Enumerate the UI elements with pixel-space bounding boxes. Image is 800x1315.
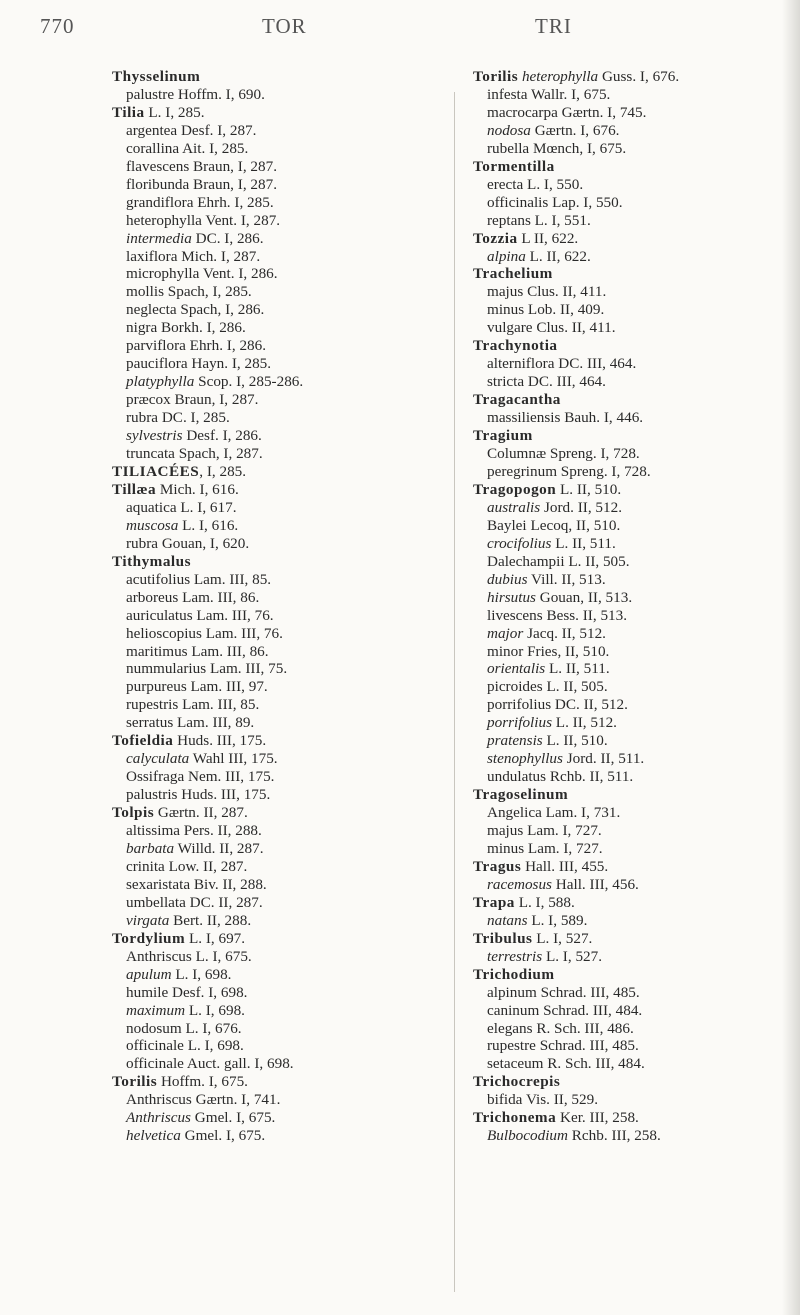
species-name-italic: Anthriscus xyxy=(126,1109,191,1127)
species-entry xyxy=(473,660,763,678)
genus-entry xyxy=(473,391,763,409)
species-entry xyxy=(473,104,763,122)
species-entry xyxy=(473,571,763,589)
species-entry xyxy=(112,158,382,176)
species-citation: Angelica Lam. I, 731. xyxy=(487,804,621,822)
species-citation: flavescens Braun, I, 287. xyxy=(126,157,277,175)
genus-citation: Hoffm. I, 675. xyxy=(157,1073,248,1091)
species-entry xyxy=(473,804,763,822)
species-citation: mollis Spach, I, 285. xyxy=(126,283,252,301)
species-entry xyxy=(112,248,382,266)
species-citation: livescens Bess. II, 513. xyxy=(487,606,628,624)
species-citation: umbellata DC. II, 287. xyxy=(126,893,263,911)
species-citation: L. I, 527. xyxy=(542,947,603,965)
species-entry xyxy=(112,876,382,894)
species-entry xyxy=(112,1020,382,1038)
species-entry xyxy=(112,858,382,876)
species-entry xyxy=(473,948,763,966)
genus-name: Tragus xyxy=(473,857,522,875)
genus-entry xyxy=(473,894,763,912)
genus-name: Tordylium xyxy=(112,929,186,947)
genus-citation: L. I, 527. xyxy=(532,929,593,947)
genus-name: Trachynotia xyxy=(473,337,558,355)
species-citation: Gouan, II, 513. xyxy=(535,588,633,606)
species-citation: Anthriscus Gærtn. I, 741. xyxy=(126,1091,281,1109)
species-entry xyxy=(473,696,763,714)
species-citation: officinale L. I, 698. xyxy=(126,1037,244,1055)
species-citation: nummularius Lam. III, 75. xyxy=(126,660,288,678)
species-citation: rubra DC. I, 285. xyxy=(126,409,230,427)
species-citation: officinalis Lap. I, 550. xyxy=(487,193,623,211)
species-name-italic: australis xyxy=(487,498,541,516)
species-entry xyxy=(112,1109,382,1127)
species-entry xyxy=(112,660,382,678)
genus-name: Tithymalus xyxy=(112,552,191,570)
species-entry xyxy=(473,140,763,158)
species-citation: bifida Vis. II, 529. xyxy=(487,1091,599,1109)
species-citation: setaceum R. Sch. III, 484. xyxy=(487,1055,645,1073)
species-citation: Rchb. III, 258. xyxy=(568,1127,661,1145)
species-entry xyxy=(473,840,763,858)
species-citation: L. I, 616. xyxy=(178,516,239,534)
species-entry xyxy=(112,768,382,786)
species-entry xyxy=(473,589,763,607)
species-citation: arboreus Lam. III, 86. xyxy=(126,588,260,606)
genus-citation: L II, 622. xyxy=(517,229,579,247)
species-entry xyxy=(473,876,763,894)
genus-citation: Hall. III, 455. xyxy=(521,857,609,875)
species-name-italic: barbata xyxy=(126,839,175,857)
species-name-italic: stenophyllus xyxy=(487,750,563,768)
genus-entry xyxy=(473,966,763,984)
species-citation: majus Lam. I, 727. xyxy=(487,822,602,840)
species-citation: Gmel. I, 675. xyxy=(190,1109,276,1127)
genus-name: Trichodium xyxy=(473,965,555,983)
species-entry xyxy=(112,786,382,804)
species-citation: L. II, 511. xyxy=(551,534,616,552)
species-citation: neglecta Spach, I, 286. xyxy=(126,301,265,319)
species-entry xyxy=(112,194,382,212)
species-citation: peregrinum Spreng. I, 728. xyxy=(487,462,651,480)
genus-name: Tilia xyxy=(112,103,145,121)
species-entry xyxy=(112,948,382,966)
species-citation: Ossifraga Nem. III, 175. xyxy=(126,768,275,786)
species-citation: truncata Spach, I, 287. xyxy=(126,445,263,463)
species-entry xyxy=(473,373,763,391)
genus-entry xyxy=(112,481,382,499)
species-citation: Jacq. II, 512. xyxy=(523,624,606,642)
species-entry xyxy=(112,283,382,301)
species-name-italic: virgata xyxy=(126,911,170,929)
species-entry xyxy=(112,373,382,391)
genus-citation: Guss. I, 676. xyxy=(598,68,680,85)
species-entry xyxy=(112,265,382,283)
genus-name: Tillæa xyxy=(112,480,157,498)
species-entry xyxy=(473,1002,763,1020)
species-citation: grandiflora Ehrh. I, 285. xyxy=(126,193,274,211)
species-entry xyxy=(473,319,763,337)
species-citation: maritimus Lam. III, 86. xyxy=(126,642,269,660)
genus-entry xyxy=(473,930,763,948)
genus-name: Tragium xyxy=(473,427,533,445)
species-entry xyxy=(112,607,382,625)
species-citation: Hall. III, 456. xyxy=(551,875,639,893)
species-citation: floribunda Braun, I, 287. xyxy=(126,175,277,193)
species-entry xyxy=(473,1055,763,1073)
species-citation: aquatica L. I, 617. xyxy=(126,498,237,516)
species-citation: Jord. II, 512. xyxy=(540,498,623,516)
species-name-italic: natans xyxy=(487,911,528,929)
genus-entry xyxy=(473,158,763,176)
species-entry xyxy=(473,625,763,643)
genus-citation: L. I, 285. xyxy=(144,103,205,121)
species-citation: serratus Lam. III, 89. xyxy=(126,714,255,732)
species-citation: crinita Low. II, 287. xyxy=(126,857,248,875)
species-entry xyxy=(473,499,763,517)
genus-name: Trapa xyxy=(473,893,515,911)
species-name-italic: alpina xyxy=(487,247,526,265)
genus-citation: , I, 285. xyxy=(199,462,247,480)
species-citation: purpureus Lam. III, 97. xyxy=(126,678,268,696)
species-citation: vulgare Clus. II, 411. xyxy=(487,319,616,337)
species-name-italic: nodosa xyxy=(487,121,531,139)
genus-entry xyxy=(112,930,382,948)
species-entry xyxy=(473,822,763,840)
species-citation: undulatus Rchb. II, 511. xyxy=(487,768,634,786)
species-citation: argentea Desf. I, 287. xyxy=(126,121,257,139)
species-entry xyxy=(112,86,382,104)
species-citation: præcox Braun, I, 287. xyxy=(126,391,259,409)
species-entry xyxy=(112,445,382,463)
species-entry xyxy=(473,535,763,553)
species-entry xyxy=(112,1037,382,1055)
column-divider xyxy=(454,92,455,1292)
species-citation: macrocarpa Gærtn. I, 745. xyxy=(487,103,647,121)
genus-entry xyxy=(112,68,382,86)
species-name-italic: platyphylla xyxy=(126,373,195,391)
species-entry xyxy=(473,194,763,212)
genus-name: Torilis xyxy=(112,1073,158,1091)
species-entry xyxy=(112,1002,382,1020)
species-citation: Baylei Lecoq, II, 510. xyxy=(487,516,621,534)
species-entry xyxy=(112,1127,382,1145)
species-citation: Anthriscus L. I, 675. xyxy=(126,947,252,965)
species-name-italic: muscosa xyxy=(126,516,179,534)
species-entry xyxy=(473,768,763,786)
species-name-italic: hirsutus xyxy=(487,588,536,606)
species-name-italic: orientalis xyxy=(487,660,546,678)
species-entry xyxy=(473,355,763,373)
species-entry xyxy=(112,212,382,230)
genus-name: Trichocrepis xyxy=(473,1073,561,1091)
genus-citation: L. I, 697. xyxy=(185,929,246,947)
species-citation: DC. I, 286. xyxy=(191,229,264,247)
species-citation: Columnæ Spreng. I, 728. xyxy=(487,445,640,463)
species-entry xyxy=(112,678,382,696)
species-name-italic: sylvestris xyxy=(126,427,183,445)
genus-entry xyxy=(112,804,382,822)
species-citation: acutifolius Lam. III, 85. xyxy=(126,570,272,588)
genus-citation: Huds. III, 175. xyxy=(173,732,267,750)
species-citation: Gærtn. I, 676. xyxy=(530,121,620,139)
genus-entry xyxy=(112,463,382,481)
species-citation: elegans R. Sch. III, 486. xyxy=(487,1019,634,1037)
species-entry xyxy=(473,86,763,104)
species-entry xyxy=(473,1091,763,1109)
species-entry xyxy=(473,176,763,194)
genus-entry xyxy=(473,786,763,804)
genus-name: Torilis xyxy=(473,68,519,85)
species-entry xyxy=(112,625,382,643)
species-citation: Bert. II, 288. xyxy=(169,911,252,929)
genus-entry xyxy=(473,230,763,248)
species-entry xyxy=(112,589,382,607)
left-running-head: TOR xyxy=(262,14,307,38)
species-citation: rubella Mœnch, I, 675. xyxy=(487,139,627,157)
species-citation: laxiflora Mich. I, 287. xyxy=(126,247,261,265)
species-citation: humile Desf. I, 698. xyxy=(126,983,248,1001)
species-citation: stricta DC. III, 464. xyxy=(487,373,606,391)
genus-entry xyxy=(112,1073,382,1091)
species-name-italic: Bulbocodium xyxy=(487,1127,568,1145)
species-citation: pauciflora Hayn. I, 285. xyxy=(126,355,272,373)
species-entry xyxy=(473,984,763,1002)
species-entry xyxy=(473,1020,763,1038)
species-name-italic: racemosus xyxy=(487,875,552,893)
species-citation: reptans L. I, 551. xyxy=(487,211,591,229)
genus-entry xyxy=(112,732,382,750)
species-citation: caninum Schrad. III, 484. xyxy=(487,1001,643,1019)
species-entry xyxy=(473,409,763,427)
species-entry xyxy=(473,283,763,301)
species-entry xyxy=(473,643,763,661)
species-citation: Dalechampii L. II, 505. xyxy=(487,552,630,570)
species-entry xyxy=(473,912,763,930)
genus-name: Trachelium xyxy=(473,265,553,283)
species-citation: alpinum Schrad. III, 485. xyxy=(487,983,640,1001)
genus-name: Trichonema xyxy=(473,1109,557,1127)
species-entry xyxy=(112,355,382,373)
species-name-italic: major xyxy=(487,624,524,642)
right-index-column xyxy=(473,68,763,1145)
species-citation: L. I, 698. xyxy=(185,1001,245,1019)
species-entry xyxy=(112,122,382,140)
species-entry xyxy=(112,696,382,714)
species-citation: rubra Gouan, I, 620. xyxy=(126,534,250,552)
species-citation: rupestris Lam. III, 85. xyxy=(126,696,260,714)
species-entry xyxy=(112,966,382,984)
genus-name: Tormentilla xyxy=(473,157,555,175)
species-citation: officinale Auct. gall. I, 698. xyxy=(126,1055,294,1073)
species-citation: picroides L. II, 505. xyxy=(487,678,608,696)
genus-entry xyxy=(473,68,763,86)
species-entry xyxy=(112,409,382,427)
species-citation: nodosum L. I, 676. xyxy=(126,1019,242,1037)
genus-entry xyxy=(473,427,763,445)
species-citation: L. I, 698. xyxy=(171,965,232,983)
genus-citation: Gærtn. II, 287. xyxy=(154,804,248,822)
species-entry xyxy=(473,553,763,571)
species-citation: Gmel. I, 675. xyxy=(180,1127,266,1145)
species-entry xyxy=(112,140,382,158)
species-citation: Desf. I, 286. xyxy=(182,427,262,445)
species-citation: Scop. I, 285-286. xyxy=(194,373,304,391)
species-citation: corallina Ait. I, 285. xyxy=(126,139,249,157)
species-entry xyxy=(112,499,382,517)
species-citation: rupestre Schrad. III, 485. xyxy=(487,1037,639,1055)
species-entry xyxy=(112,337,382,355)
species-name-italic: helvetica xyxy=(126,1127,181,1145)
species-entry xyxy=(473,714,763,732)
species-name-italic: terrestris xyxy=(487,947,543,965)
species-citation: microphylla Vent. I, 286. xyxy=(126,265,278,283)
species-citation: L. II, 622. xyxy=(525,247,591,265)
genus-name: Thysselinum xyxy=(112,68,201,85)
species-entry xyxy=(112,822,382,840)
species-entry xyxy=(473,445,763,463)
species-citation: heterophylla Vent. I, 287. xyxy=(126,211,281,229)
genus-entry xyxy=(473,337,763,355)
species-entry xyxy=(473,463,763,481)
genus-citation: L. I, 588. xyxy=(514,893,575,911)
genus-name: Tozzia xyxy=(473,229,518,247)
species-entry xyxy=(112,750,382,768)
left-index-column xyxy=(112,68,382,1145)
species-entry xyxy=(112,301,382,319)
genus-entry xyxy=(473,481,763,499)
genus-entry xyxy=(112,553,382,571)
species-name-italic: pratensis xyxy=(487,732,543,750)
page-number: 770 xyxy=(40,14,75,38)
genus-name: Tofieldia xyxy=(112,732,174,750)
page-edge-shadow xyxy=(782,0,800,1315)
species-entry xyxy=(112,1055,382,1073)
species-name-italic: intermedia xyxy=(126,229,192,247)
species-citation: nigra Borkh. I, 286. xyxy=(126,319,246,337)
species-entry xyxy=(112,714,382,732)
species-entry xyxy=(473,607,763,625)
species-citation: sexaristata Biv. II, 288. xyxy=(126,875,267,893)
species-citation: massiliensis Bauh. I, 446. xyxy=(487,409,644,427)
species-entry xyxy=(112,427,382,445)
genus-entry xyxy=(473,858,763,876)
genus-name: Tolpis xyxy=(112,804,155,822)
species-citation: palustre Hoffm. I, 690. xyxy=(126,85,265,103)
genus-citation: L. II, 510. xyxy=(556,480,622,498)
genus-name: Tragoselinum xyxy=(473,786,569,804)
species-citation: L. I, 589. xyxy=(527,911,588,929)
species-citation: auriculatus Lam. III, 76. xyxy=(126,606,274,624)
species-entry xyxy=(473,1127,763,1145)
species-citation: L. II, 511. xyxy=(545,660,610,678)
species-name-italic: crocifolius xyxy=(487,534,552,552)
species-entry xyxy=(473,750,763,768)
genus-entry xyxy=(112,104,382,122)
species-citation: L. II, 512. xyxy=(552,714,617,732)
species-name-italic: dubius xyxy=(487,570,528,588)
species-citation: Willd. II, 287. xyxy=(174,839,264,857)
species-entry xyxy=(473,678,763,696)
species-entry xyxy=(112,643,382,661)
genus-citation: Ker. III, 258. xyxy=(556,1109,639,1127)
species-name-italic: porrifolius xyxy=(487,714,552,732)
species-citation: alterniflora DC. III, 464. xyxy=(487,355,637,373)
species-citation: erecta L. I, 550. xyxy=(487,175,584,193)
species-entry xyxy=(112,912,382,930)
species-entry xyxy=(112,840,382,858)
genus-entry xyxy=(473,265,763,283)
genus-name: Tragacantha xyxy=(473,391,561,409)
species-epithet: heterophylla xyxy=(518,68,599,85)
species-citation: Jord. II, 511. xyxy=(562,750,645,768)
species-citation: palustris Huds. III, 175. xyxy=(126,786,271,804)
species-entry xyxy=(112,517,382,535)
species-name-italic: apulum xyxy=(126,965,172,983)
species-entry xyxy=(473,122,763,140)
species-entry xyxy=(112,571,382,589)
species-citation: parviflora Ehrh. I, 286. xyxy=(126,337,267,355)
species-citation: porrifolius DC. II, 512. xyxy=(487,696,628,714)
genus-entry xyxy=(473,1073,763,1091)
genus-name: TILIACÉES xyxy=(112,462,200,480)
species-entry xyxy=(112,230,382,248)
species-citation: helioscopius Lam. III, 76. xyxy=(126,624,283,642)
species-entry xyxy=(473,732,763,750)
species-citation: Vill. II, 513. xyxy=(527,570,606,588)
species-citation: altissima Pers. II, 288. xyxy=(126,822,262,840)
species-entry xyxy=(473,212,763,230)
species-entry xyxy=(112,535,382,553)
species-name-italic: maximum xyxy=(126,1001,186,1019)
species-entry xyxy=(473,1037,763,1055)
species-citation: minus Lob. II, 409. xyxy=(487,301,605,319)
species-citation: infesta Wallr. I, 675. xyxy=(487,85,611,103)
species-entry xyxy=(112,176,382,194)
species-entry xyxy=(473,248,763,266)
species-entry xyxy=(112,894,382,912)
species-entry xyxy=(112,391,382,409)
species-entry xyxy=(473,301,763,319)
genus-citation: Mich. I, 616. xyxy=(156,480,239,498)
species-entry xyxy=(112,984,382,1002)
species-citation: Wahl III, 175. xyxy=(189,750,278,768)
right-running-head: TRI xyxy=(535,14,572,38)
species-entry xyxy=(473,517,763,535)
genus-name: Tragopogon xyxy=(473,480,557,498)
species-citation: minor Fries, II, 510. xyxy=(487,642,610,660)
species-entry xyxy=(112,1091,382,1109)
species-entry xyxy=(112,319,382,337)
species-citation: minus Lam. I, 727. xyxy=(487,839,603,857)
genus-name: Tribulus xyxy=(473,929,533,947)
species-citation: L. II, 510. xyxy=(542,732,608,750)
genus-entry xyxy=(473,1109,763,1127)
species-citation: majus Clus. II, 411. xyxy=(487,283,607,301)
species-name-italic: calyculata xyxy=(126,750,190,768)
